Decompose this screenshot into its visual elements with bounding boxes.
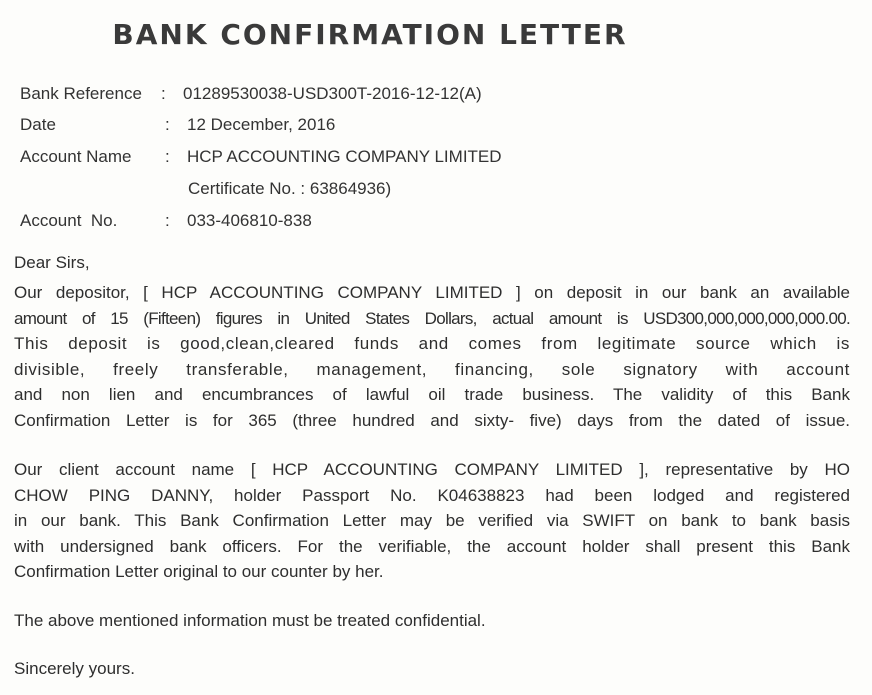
paragraph-client-line: Our client account name [ HCP ACCOUNTING COMPANY LIMITED ], representative by HO [14, 460, 850, 479]
paragraph-client-line: CHOW PING DANNY, holder Passport No. K04638823 had been lodged and registered [14, 485, 850, 505]
account-no-colon: : [165, 211, 170, 230]
date-label: Date [20, 115, 56, 134]
paragraph-deposit [14, 280, 850, 433]
paragraph-client-line: with undersigned bank officers. For the verifiable, the account holder shall present this Bank [14, 536, 850, 556]
account-name-row [20, 147, 502, 167]
closing: Sincerely yours. [14, 659, 135, 678]
salutation: Dear Sirs, [14, 253, 90, 272]
bank-reference-label: Bank Reference [20, 84, 142, 103]
account-no-row [20, 211, 312, 231]
paragraph-deposit-line: This deposit is good,clean,cleared funds and comes from legitimate source which is [14, 334, 850, 353]
date-colon: : [165, 115, 170, 134]
paragraph-client-line: Confirmation Letter original to our counter by her. [14, 562, 384, 581]
paragraph-client-line: in our bank. This Bank Confirmation Letter may be verified via SWIFT on bank to bank basis [14, 511, 850, 530]
date-row [20, 115, 335, 135]
paragraph-deposit-line: and non lien and encumbrances of lawful oil trade business. The validity of this Bank [14, 385, 850, 404]
letter-title: BANK CONFIRMATION LETTER [112, 18, 628, 51]
certificate-number: Certificate No. : 63864936) [188, 179, 392, 198]
account-name-value: HCP ACCOUNTING COMPANY LIMITED [187, 147, 502, 166]
account-name-label: Account Name [20, 147, 132, 166]
paragraph-confidential: The above mentioned information must be treated confidential. [14, 611, 486, 630]
account-no-label: Account No. [20, 211, 118, 230]
date-value: 12 December, 2016 [187, 115, 336, 134]
account-no-value: 033-406810-838 [187, 211, 312, 230]
bank-reference-row [20, 84, 482, 104]
paragraph-client [14, 457, 850, 585]
paragraph-deposit-line: Our depositor, [ HCP ACCOUNTING COMPANY LIMITED ] on deposit in our bank an available [14, 283, 850, 302]
bank-reference-value: 01289530038-USD300T-2016-12-12(A) [183, 84, 482, 103]
paragraph-deposit-line: Confirmation Letter is for 365 (three hundred and sixty- five) days from the dated of issue. [14, 410, 850, 430]
paragraph-deposit-line: divisible, freely transferable, management, financing, sole signatory with account [14, 359, 850, 379]
account-name-colon: : [165, 147, 170, 166]
paragraph-deposit-line: amount of 15 (Fifteen) figures in United States Dollars, actual amount is USD300,000,000,000,000.00. [14, 308, 850, 328]
bank-reference-colon: : [161, 84, 166, 103]
